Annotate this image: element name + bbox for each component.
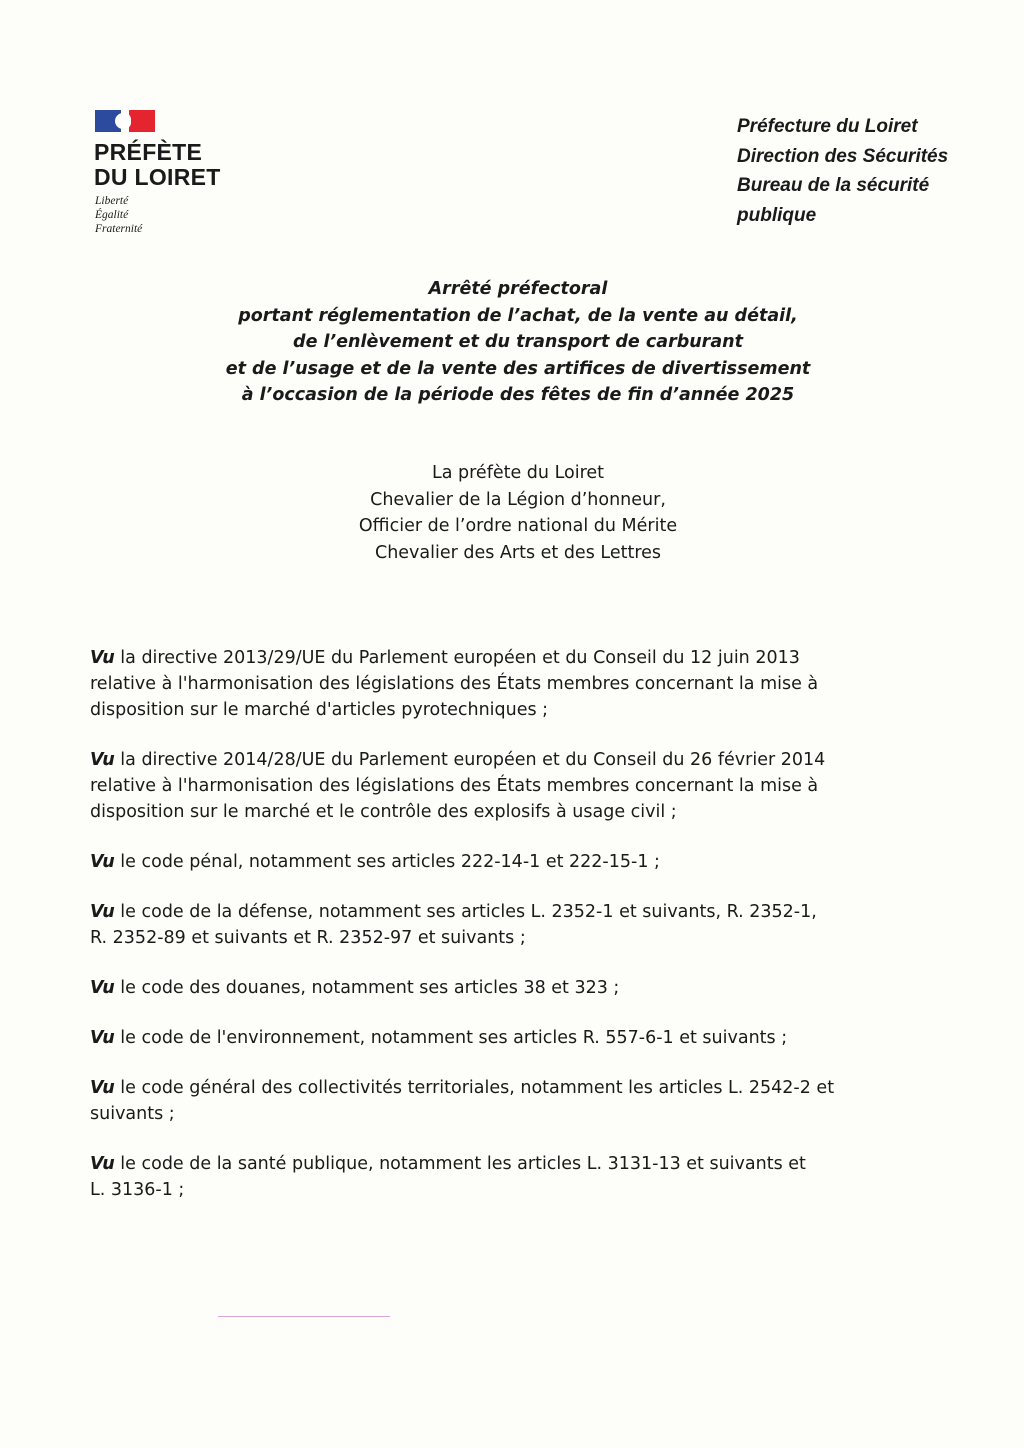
vu-label: Vu: [90, 648, 115, 668]
line-text: disposition sur le marché et le contrôle des explosifs à usage civil ;: [90, 802, 677, 822]
logo-line: PRÉFÈTE: [94, 139, 203, 165]
issuing-service: [737, 112, 948, 230]
paragraph-line: [90, 799, 834, 825]
paragraph-line: [90, 1101, 834, 1127]
title-line: portant réglementation de l’achat, de la vente au détail,: [238, 305, 798, 326]
marianne-logo: [95, 110, 155, 132]
line-text: relative à l'harmonisation des législations des États membres concernant la mise à: [90, 776, 819, 796]
vu-label: Vu: [90, 1154, 115, 1174]
paragraph-line: [90, 849, 834, 875]
vu-label: Vu: [90, 852, 115, 872]
title-line: et de l’usage et de la vente des artifices de divertissement: [225, 358, 811, 379]
paragraph-line: [90, 747, 834, 773]
service-line: publique: [737, 204, 817, 226]
title-line: de l’enlèvement et du transport de carburant: [293, 332, 743, 352]
service-line: Préfecture du Loiret: [737, 116, 918, 137]
authority-line: Chevalier des Arts et des Lettres: [374, 542, 662, 563]
service-line: Bureau de la sécurité: [737, 175, 930, 196]
motto-line: Égalité: [95, 209, 129, 221]
service-line: Direction des Sécurités: [737, 145, 949, 167]
considerant-paragraph: [90, 975, 834, 1001]
line-text: le code de la défense, notamment ses articles L. 2352-1 et suivants, R. 2352-1,: [114, 902, 817, 922]
title-line: à l’occasion de la période des fêtes de fin d’année 2025: [241, 385, 795, 405]
paragraph-line: [90, 1075, 834, 1101]
considerant-paragraph: [90, 1151, 834, 1203]
divider-line: [218, 1316, 390, 1317]
republic-motto: [95, 194, 142, 236]
motto-line: Fraternité: [95, 223, 143, 235]
line-text: le code de la santé publique, notamment les articles L. 3131-13 et suivants et: [114, 1154, 806, 1174]
considerant-paragraph: [90, 849, 834, 875]
line-text: L. 3136-1 ;: [90, 1180, 185, 1200]
vu-label: Vu: [90, 750, 115, 770]
line-text: la directive 2014/28/UE du Parlement européen et du Conseil du 26 février 2014: [114, 750, 826, 770]
paragraph-line: [90, 697, 834, 723]
line-text: le code de l'environnement, notamment ses articles R. 557-6-1 et suivants ;: [114, 1028, 788, 1048]
considerant-paragraph: [90, 747, 834, 825]
considerant-paragraph: [90, 1075, 834, 1127]
prefecture-logo-name: [94, 140, 221, 190]
line-text: suivants ;: [90, 1104, 175, 1124]
line-text: le code pénal, notamment ses articles 222-14-1 et 222-15-1 ;: [114, 852, 660, 872]
considerant-paragraph: [90, 899, 834, 951]
authority-line: Officier de l’ordre national du Mérite: [358, 516, 678, 536]
paragraph-line: [90, 1151, 834, 1177]
paragraph-line: [90, 1177, 834, 1203]
document-title: [0, 276, 1024, 409]
line-text: le code des douanes, notamment ses articles 38 et 323 ;: [114, 978, 620, 998]
paragraph-line: [90, 899, 834, 925]
vu-label: Vu: [90, 902, 115, 922]
paragraph-line: [90, 925, 834, 951]
paragraph-line: [90, 645, 834, 671]
considerant-paragraph: [90, 645, 834, 723]
paragraph-line: [90, 975, 834, 1001]
line-text: R. 2352-89 et suivants et R. 2352-97 et suivants ;: [90, 928, 526, 948]
title-line: Arrêté préfectoral: [428, 279, 608, 299]
considerant-paragraph: [90, 1025, 834, 1051]
line-text: relative à l'harmonisation des législations des États membres concernant la mise à: [90, 674, 819, 694]
vu-label: Vu: [90, 1078, 115, 1098]
paragraph-line: [90, 1025, 834, 1051]
line-text: la directive 2013/29/UE du Parlement européen et du Conseil du 12 juin 2013: [114, 648, 800, 668]
authority-line: Chevalier de la Légion d’honneur,: [370, 489, 666, 510]
authority-line: La préfète du Loiret: [431, 463, 605, 483]
paragraph-line: [90, 671, 834, 697]
vu-label: Vu: [90, 1028, 115, 1048]
paragraph-line: [90, 773, 834, 799]
line-text: le code général des collectivités territoriales, notamment les articles L. 2542-2 et: [114, 1078, 835, 1098]
considerants: [90, 645, 834, 1227]
line-text: disposition sur le marché d'articles pyrotechniques ;: [90, 700, 549, 720]
motto-line: Liberté: [95, 195, 129, 207]
vu-label: Vu: [90, 978, 115, 998]
authority-block: [0, 460, 1024, 566]
logo-line: DU LOIRET: [94, 164, 221, 190]
